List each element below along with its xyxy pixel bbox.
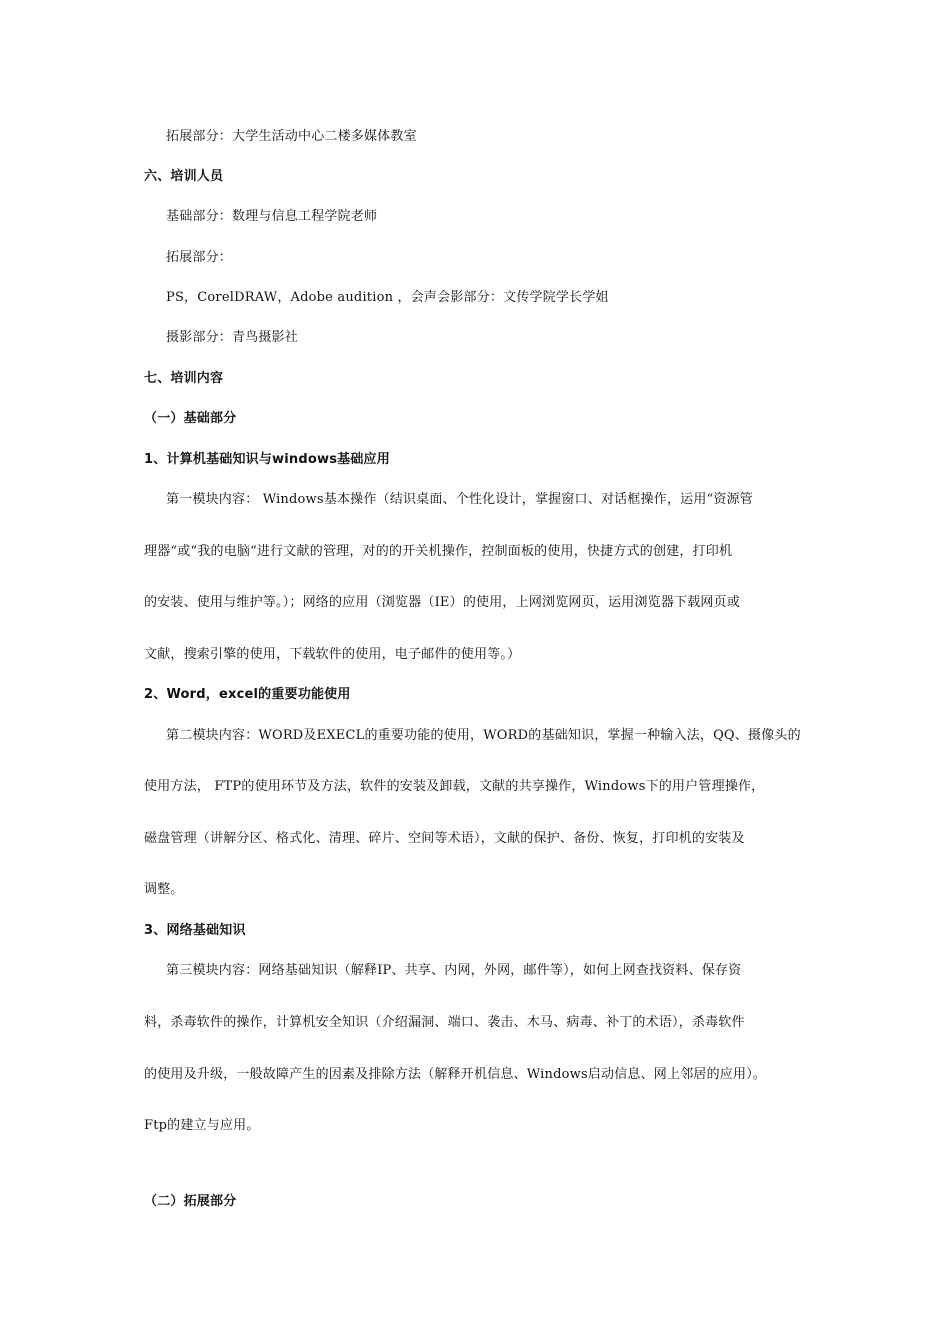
item-1-paragraph-line: 第一模块内容： Windows基本操作（结识桌面、个性化设计，掌握窗口、对话框操作，运用“资源管 — [166, 492, 753, 507]
subsection-1-heading: （一）基础部分 — [144, 411, 237, 426]
section-7-heading: 七、培训内容 — [144, 371, 224, 386]
item-2-heading: 2、Word，excel的重要功能使用 — [144, 687, 351, 702]
item-2-paragraph-line: 磁盘管理（讲解分区、格式化、清理、碎片、空间等术语），文献的保护、备份、恢复，打印机的安装及 — [144, 831, 745, 846]
item-1-paragraph-line: 理器“或“我的电脑“进行文献的管理，对的的开关机操作，控制面板的使用，快捷方式的创建，打印机 — [144, 544, 733, 559]
subsection-2-heading: （二）拓展部分 — [144, 1194, 237, 1209]
item-3-paragraph-line: 的使用及升级，一般故障产生的因素及排除方法（解释开机信息、Windows启动信息、网上邻居的应用）。 — [144, 1067, 767, 1082]
item-2-paragraph-line: 调整。 — [144, 882, 184, 897]
section-6-heading: 六、培训人员 — [144, 169, 224, 184]
item-2-paragraph-line: 第二模块内容：WORD及EXECL的重要功能的使用，WORD的基础知识，掌握一种输入法，QQ、摄像头的 — [166, 728, 801, 743]
item-3-paragraph-line: 第三模块内容：网络基础知识（解释IP、共享、内网，外网，邮件等），如何上网查找资料、保存资 — [166, 963, 742, 978]
item-1-paragraph-line: 的安装、使用与维护等。）；网络的应用（浏览器（IE）的使用，上网浏览网页，运用浏览器下载网页或 — [144, 595, 741, 610]
staff-photography-line: 摄影部分：青鸟摄影社 — [166, 330, 299, 345]
staff-extension-label: 拓展部分： — [166, 250, 233, 265]
item-3-heading: 3、网络基础知识 — [144, 923, 246, 938]
item-1-paragraph-line: 文献，搜索引擎的使用，下载软件的使用，电子邮件的使用等。） — [144, 647, 521, 662]
venue-extension-line: 拓展部分：大学生活动中心二楼多媒体教室 — [166, 129, 417, 144]
item-2-paragraph-line: 使用方法， FTP的使用环节及方法，软件的安装及卸载，文献的共享操作，Windows下的用户管理操作， — [144, 779, 765, 794]
item-3-paragraph-line: 料，杀毒软件的操作，计算机安全知识（介绍漏洞、端口、袭击、木马、病毒、补丁的术语），杀毒软件 — [144, 1015, 745, 1030]
staff-basic-line: 基础部分：数理与信息工程学院老师 — [166, 209, 378, 224]
item-1-heading: 1、计算机基础知识与windows基础应用 — [144, 452, 390, 467]
item-3-paragraph-line: Ftp的建立与应用。 — [144, 1118, 260, 1133]
staff-extension-software-line: PS，CorelDRAW，Adobe audition ，会声会影部分：文传学院学长学姐 — [166, 290, 609, 305]
